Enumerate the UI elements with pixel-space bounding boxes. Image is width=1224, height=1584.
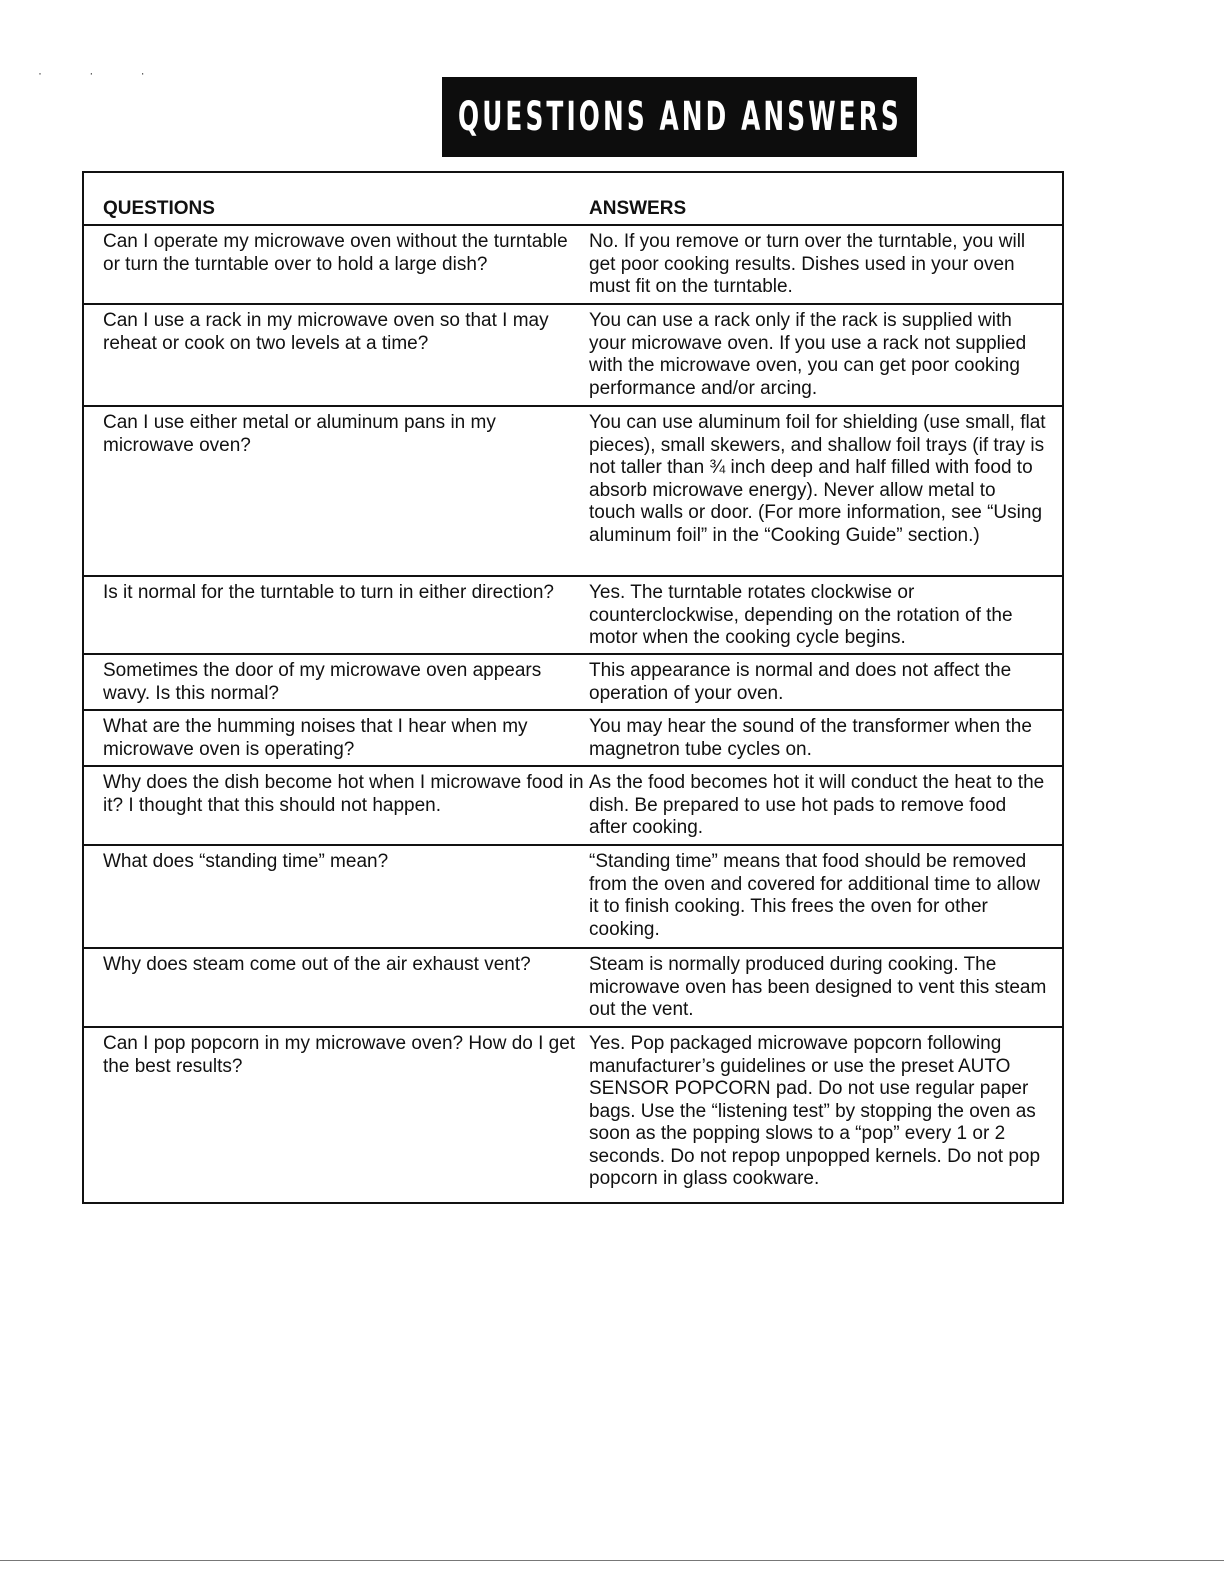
question-cell: Sometimes the door of my microwave oven appears wavy. Is this normal?	[103, 660, 542, 704]
page-title: QUESTIONS AND ANSWERS	[457, 94, 902, 140]
question-cell: Can I pop popcorn in my microwave oven? How do I get the best results?	[103, 1033, 576, 1077]
answer-cell: You may hear the sound of the transformer when the magnetron tube cycles on.	[589, 716, 1032, 760]
table-row	[84, 655, 1062, 711]
answer-cell: Yes. The turntable rotates clockwise or counterclockwise, depending on the rotation of the motor when the cooking cycle begins.	[589, 582, 1013, 648]
answer-cell: You can use aluminum foil for shielding (use small, flat pieces), small skewers, and shallow foil trays (if tray is not taller than ¾ inch deep and half filled with food to absorb microwave energy). Never allow metal to touch walls or door. (For more information, see “Using aluminum foil” in the “Cooking Guide” section.)	[589, 412, 1046, 546]
footer-rule	[0, 1560, 1224, 1561]
answer-cell: Steam is normally produced during cooking. The microwave oven has been designed to vent this steam out the vent.	[589, 954, 1047, 1020]
answer-cell: “Standing time” means that food should be removed from the oven and covered for additional time to allow it to finish cooking. This frees the oven for other cooking.	[589, 851, 1040, 940]
question-cell: Can I use either metal or aluminum pans in my microwave oven?	[103, 412, 496, 456]
question-cell: What does “standing time” mean?	[103, 851, 389, 872]
table-row	[84, 1028, 1062, 1202]
question-cell: Can I use a rack in my microwave oven so that I may reheat or cook on two levels at a time?	[103, 310, 549, 354]
question-cell: Can I operate my microwave oven without the turntable or turn the turntable over to hold a large dish?	[103, 231, 568, 275]
answers-column-header: ANSWERS	[589, 198, 687, 219]
question-cell: Why does steam come out of the air exhaust vent?	[103, 954, 531, 975]
questions-column-header: QUESTIONS	[103, 198, 215, 219]
question-cell: What are the humming noises that I hear when my microwave oven is operating?	[103, 716, 528, 760]
table-row	[84, 577, 1062, 655]
answer-cell: Yes. Pop packaged microwave popcorn following manufacturer’s guidelines or use the preset AUTO SENSOR POPCORN pad. Do not use regular paper bags. Use the “listening test” by stopping the oven as soon as the popping slows to a “pop” every 1 or 2 seconds. Do not repop unpopped kernels. Do not pop popcorn in glass cookware.	[589, 1033, 1041, 1189]
answer-cell: As the food becomes hot it will conduct the heat to the dish. Be prepared to use hot pads to remove food after cooking.	[589, 772, 1045, 838]
table-row	[84, 407, 1062, 577]
table-row	[84, 846, 1062, 949]
table-row	[84, 305, 1062, 407]
table-header	[84, 173, 1062, 226]
answer-cell: This appearance is normal and does not affect the operation of your oven.	[589, 660, 1012, 704]
table-row	[84, 711, 1062, 767]
table-row	[84, 226, 1062, 305]
answer-cell: You can use a rack only if the rack is supplied with your microwave oven. If you use a rack not supplied with the microwave oven, you can get poor cooking performance and/or arcing.	[589, 310, 1027, 399]
qa-table	[82, 171, 1064, 1204]
question-cell: Why does the dish become hot when I microwave food in it? I thought that this should not happen.	[103, 772, 584, 816]
table-row	[84, 767, 1062, 846]
question-cell: Is it normal for the turntable to turn in either direction?	[103, 582, 554, 603]
answer-cell: No. If you remove or turn over the turntable, you will get poor cooking results. Dishes used in your oven must fit on the turntable.	[589, 231, 1026, 297]
table-row	[84, 949, 1062, 1028]
scan-artifact-marks: · · ·	[38, 66, 167, 80]
title-banner	[442, 77, 917, 157]
